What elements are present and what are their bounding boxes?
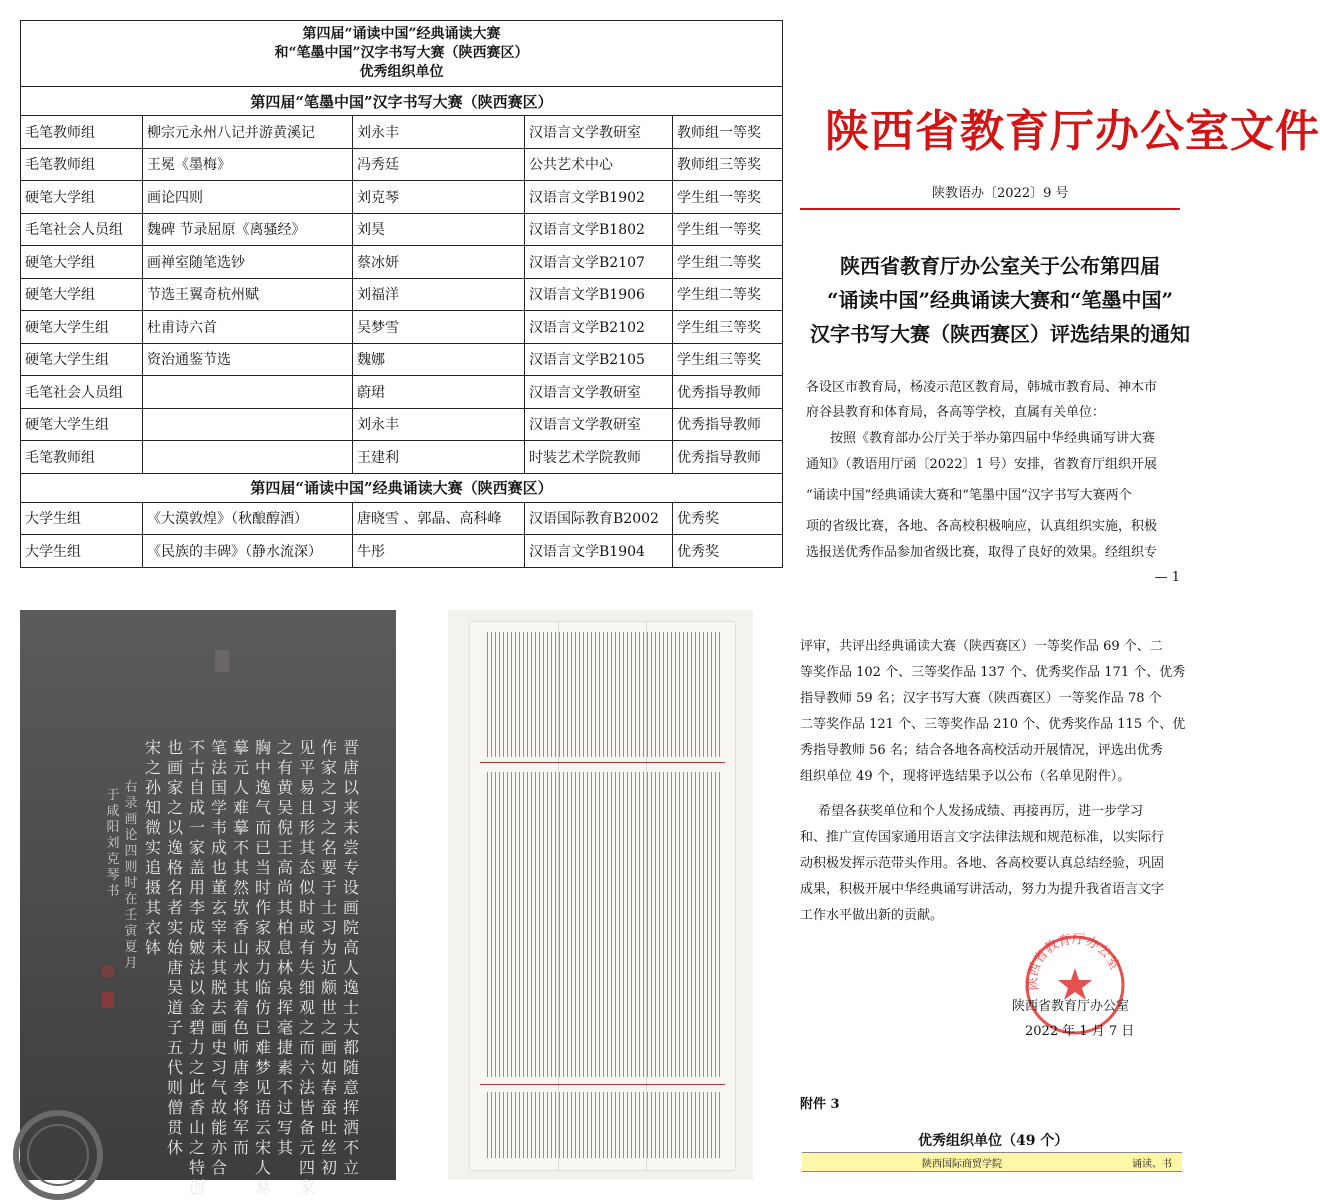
cell-name: 牛彤 — [353, 535, 525, 568]
annex-label: 附件 3 — [800, 1097, 840, 1112]
small-script-block — [484, 772, 720, 1077]
table-row — [21, 376, 783, 409]
body-line: 工作水平做出新的贡献。 — [800, 908, 944, 923]
cell-category: 毛笔教师组 — [21, 148, 143, 181]
table-header-line-2: 和“笔墨中国”汉字书写大赛（陕西赛区） — [274, 45, 529, 61]
cell-category: 毛笔教师组 — [21, 116, 143, 149]
cell-unit: 汉语言文学B2105 — [525, 343, 673, 376]
cell-award: 教师组一等奖 — [673, 116, 783, 149]
table-header-row — [21, 21, 783, 87]
cell-award: 学生组二等奖 — [673, 278, 783, 311]
cell-work: 魏碑 节录屈原《离骚经》 — [143, 213, 353, 246]
official-document-page-2 — [800, 610, 1186, 1185]
table-row — [21, 535, 783, 568]
calligraphy-column: 胸中逸气而已当时作家叔力临仿已难梦见语云宋人易 — [254, 738, 271, 1197]
cell-category: 硬笔大学组 — [21, 278, 143, 311]
cell-category: 硬笔大学组 — [21, 246, 143, 279]
cell-work: 柳宗元永州八记并游黄溪记 — [143, 116, 353, 149]
annex-unit-name: 陕西国际商贸学院 — [922, 1159, 1002, 1170]
body-line: 选报送优秀作品参加省级比赛，取得了良好的效果。经组织专 — [806, 545, 1158, 560]
body-line: 动积极发挥示范带头作用。各地、各高校要认真总结经验，巩固 — [800, 856, 1165, 871]
cell-award: 优秀指导教师 — [673, 408, 783, 441]
table-row — [21, 246, 783, 279]
cell-award: 学生组三等奖 — [673, 343, 783, 376]
table-body — [21, 21, 783, 568]
official-document-page-1 — [800, 20, 1320, 592]
calligraphy-column: 作家之习之名要于士习为近颇世之画如春蚕吐丝初 — [320, 738, 337, 1177]
cell-work: 资治通鉴节选 — [143, 343, 353, 376]
cell-unit: 汉语言文学教研室 — [525, 408, 673, 441]
cell-award: 优秀奖 — [673, 535, 783, 568]
cell-name: 刘克琴 — [353, 181, 525, 214]
small-script-block — [484, 632, 720, 757]
notice-title-line-2: “诵读中国”经典诵读大赛和“笔墨中国” — [826, 288, 1173, 312]
cell-award: 学生组一等奖 — [673, 213, 783, 246]
document-number: 陕教语办〔2022〕9 号 — [932, 186, 1069, 201]
table-header — [21, 21, 783, 87]
body-line: 等奖作品 102 个、三等奖作品 137 个、优秀奖作品 171 个、优秀 — [800, 665, 1186, 680]
calligraphy-artwork-light — [448, 610, 753, 1180]
cell-category: 毛笔社会人员组 — [21, 213, 143, 246]
cell-award: 优秀指导教师 — [673, 376, 783, 409]
red-divider — [800, 208, 1180, 210]
annex-title: 优秀组织单位（49 个） — [918, 1133, 1069, 1149]
body-line: 各设区市教育局，杨凌示范区教育局，韩城市教育局、神木市 — [806, 380, 1158, 395]
cell-work: 杜甫诗六首 — [143, 311, 353, 344]
table-header-line-1: 第四届“诵读中国”经典诵读大赛 — [302, 26, 501, 42]
calligraphy-column: 摹元人难摹不其然欤香山水其着色师唐李将军而 — [232, 738, 249, 1157]
red-rule — [480, 1084, 725, 1085]
cell-award: 优秀指导教师 — [673, 441, 783, 474]
table-row — [21, 343, 783, 376]
cell-category: 毛笔社会人员组 — [21, 376, 143, 409]
section-title-writing: 第四届“笔墨中国”汉字书写大赛（陕西赛区） — [21, 87, 783, 116]
cell-category: 硬笔大学生组 — [21, 311, 143, 344]
cell-unit: 汉语言文学教研室 — [525, 116, 673, 149]
calligraphy-paper — [470, 622, 735, 1170]
table-row — [21, 116, 783, 149]
cell-unit: 时装艺术学院教师 — [525, 441, 673, 474]
calligraphy-column: 笔法国学韦成也董玄宰未其脱去画史习气故能亦合 — [210, 738, 227, 1177]
artwork-signature: 右录画论四则时在壬寅夏月 — [124, 780, 138, 971]
cell-name: 刘永丰 — [353, 116, 525, 149]
calligraphy-column: 之有黄吴倪王高尚其柏息林泉挥毫捷素不过写其 — [276, 738, 293, 1157]
cell-name: 刘永丰 — [353, 408, 525, 441]
table-row — [21, 408, 783, 441]
body-line: 二等奖作品 121 个、三等奖作品 210 个、优秀奖作品 115 个、优 — [800, 717, 1186, 732]
cell-unit: 汉语言文学B2107 — [525, 246, 673, 279]
signature-unit: 陕西省教育厅办公室 — [1012, 999, 1130, 1014]
cell-category: 毛笔教师组 — [21, 441, 143, 474]
cell-work: 《民族的丰碑》（静水流深） — [143, 535, 353, 568]
table-row — [21, 278, 783, 311]
seal-text: 陕西省教育厅办公室 — [1025, 931, 1122, 991]
table-row — [21, 502, 783, 535]
cell-name: 蔚珺 — [353, 376, 525, 409]
cell-award: 教师组三等奖 — [673, 148, 783, 181]
body-line: 秀指导教师 56 名；结合各地各高校活动开展情况，评选出优秀 — [800, 743, 1163, 758]
body-line: 希望各获奖单位和个人发扬成绩、再接再厉，进一步学习 — [818, 804, 1144, 819]
cell-work: 画禅室随笔选钞 — [143, 246, 353, 279]
section-title-row — [21, 87, 783, 116]
cell-category: 硬笔大学生组 — [21, 408, 143, 441]
cell-award: 学生组二等奖 — [673, 246, 783, 279]
calligraphy-column: 晋唐以来未尝专设画院高人逸士大都随意挥洒不立 — [342, 738, 359, 1177]
table-row — [21, 311, 783, 344]
cell-category: 硬笔大学组 — [21, 181, 143, 214]
cell-work — [143, 408, 353, 441]
table-row — [21, 181, 783, 214]
table-row — [21, 441, 783, 474]
cell-name: 蔡冰妍 — [353, 246, 525, 279]
cell-award: 学生组一等奖 — [673, 181, 783, 214]
body-line: 组织单位 49 个，现将评选结果予以公布（名单见附件）。 — [800, 769, 1131, 784]
body-line: 评审，共评出经典诵读大赛（陕西赛区）一等奖作品 69 个、二 — [800, 639, 1163, 654]
cell-name: 王建利 — [353, 441, 525, 474]
red-rule — [480, 762, 725, 763]
calligraphy-column: 不古自成一家盖用李成皴法以金碧力之此香山之特创 — [188, 738, 205, 1197]
small-script-block — [484, 1092, 720, 1158]
paper-fold — [558, 622, 559, 1170]
cell-name: 刘福洋 — [353, 278, 525, 311]
notice-title-line-3: 汉字书写大赛（陕西赛区）评选结果的通知 — [810, 322, 1190, 346]
section-title-reading: 第四届“诵读中国”经典诵读大赛（陕西赛区） — [21, 473, 783, 502]
cell-unit: 汉语言文学B1904 — [525, 535, 673, 568]
cell-award: 优秀奖 — [673, 502, 783, 535]
cell-work: 画论四则 — [143, 181, 353, 214]
cell-work: 《大漠敦煌》（秋酿醇酒） — [143, 502, 353, 535]
cell-unit: 汉语国际教育B2002 — [525, 502, 673, 535]
cell-work — [143, 376, 353, 409]
cell-unit: 公共艺术中心 — [525, 148, 673, 181]
cell-unit: 汉语言文学B1802 — [525, 213, 673, 246]
body-line: 指导教师 59 名；汉字书写大赛（陕西赛区）一等奖作品 78 个 — [800, 691, 1162, 706]
calligraphy-column: 宋之孙知微实追摄其衣钵 — [144, 738, 161, 957]
table-row — [21, 148, 783, 181]
annex-unit-trail: 诵读、书 — [1132, 1159, 1172, 1170]
body-line: 通知》（教语用厅函〔2022〕1 号）安排，省教育厅组织开展 — [806, 457, 1157, 472]
cell-work: 王冕《墨梅》 — [143, 148, 353, 181]
cell-name: 冯秀廷 — [353, 148, 525, 181]
cell-unit: 汉语言文学B1902 — [525, 181, 673, 214]
cell-category: 硬笔大学生组 — [21, 343, 143, 376]
cell-category: 大学生组 — [21, 535, 143, 568]
artwork-decoration — [20, 610, 396, 1180]
cell-unit: 汉语言文学B2102 — [525, 311, 673, 344]
cell-name: 唐晓雪 、郭晶、高科峰 — [353, 502, 525, 535]
body-line: 成果，积极开展中华经典诵写讲活动，努力为提升我省语言文字 — [800, 882, 1165, 897]
cell-work: 节选王翼奇杭州赋 — [143, 278, 353, 311]
calligraphy-column: 也画家之以逸格名者实始唐吴道子五代则僧贯休 — [166, 738, 183, 1157]
cell-name: 魏娜 — [353, 343, 525, 376]
body-line: 和、推广宣传国家通用语言文字法律法规和规范标准，以实际行 — [800, 830, 1165, 845]
cell-work — [143, 441, 353, 474]
paper-fold — [646, 622, 647, 1170]
annex-highlighted-row — [802, 1152, 1182, 1172]
table-header-line-3: 优秀组织单位 — [359, 64, 444, 80]
calligraphy-artwork-dark — [20, 610, 396, 1197]
cell-category: 大学生组 — [21, 502, 143, 535]
signature-date: 2022 年 1 月 7 日 — [1025, 1024, 1135, 1039]
notice-title-line-1: 陕西省教育厅办公室关于公布第四届 — [840, 254, 1160, 278]
award-table — [20, 20, 783, 568]
document-header-title: 陕西省教育厅办公室文件 — [825, 106, 1320, 157]
cell-name: 刘昊 — [353, 213, 525, 246]
artwork-signature: 于咸阳刘克琴书 — [106, 788, 120, 899]
cell-name: 吴梦雪 — [353, 311, 525, 344]
table-row — [21, 213, 783, 246]
section-title-row — [21, 473, 783, 502]
cell-unit: 汉语言文学B1906 — [525, 278, 673, 311]
body-line: “诵读中国”经典诵读大赛和“笔墨中国”汉字书写大赛两个 — [806, 488, 1132, 503]
body-line: 项的省级比赛，各地、各高校积极响应，认真组织实施，积极 — [806, 519, 1158, 534]
cell-unit: 汉语言文学教研室 — [525, 376, 673, 409]
calligraphy-column: 见平易且形其态似时或有失细观之而六法皆备元四家 — [298, 738, 315, 1197]
page-number: — 1 — [1154, 570, 1180, 585]
cell-award: 学生组三等奖 — [673, 311, 783, 344]
body-line: 府谷县教育和体育局，各高等学校，直属有关单位： — [806, 405, 1106, 420]
body-line: 按照《教育部办公厅关于举办第四届中华经典诵写讲大赛 — [830, 431, 1156, 446]
